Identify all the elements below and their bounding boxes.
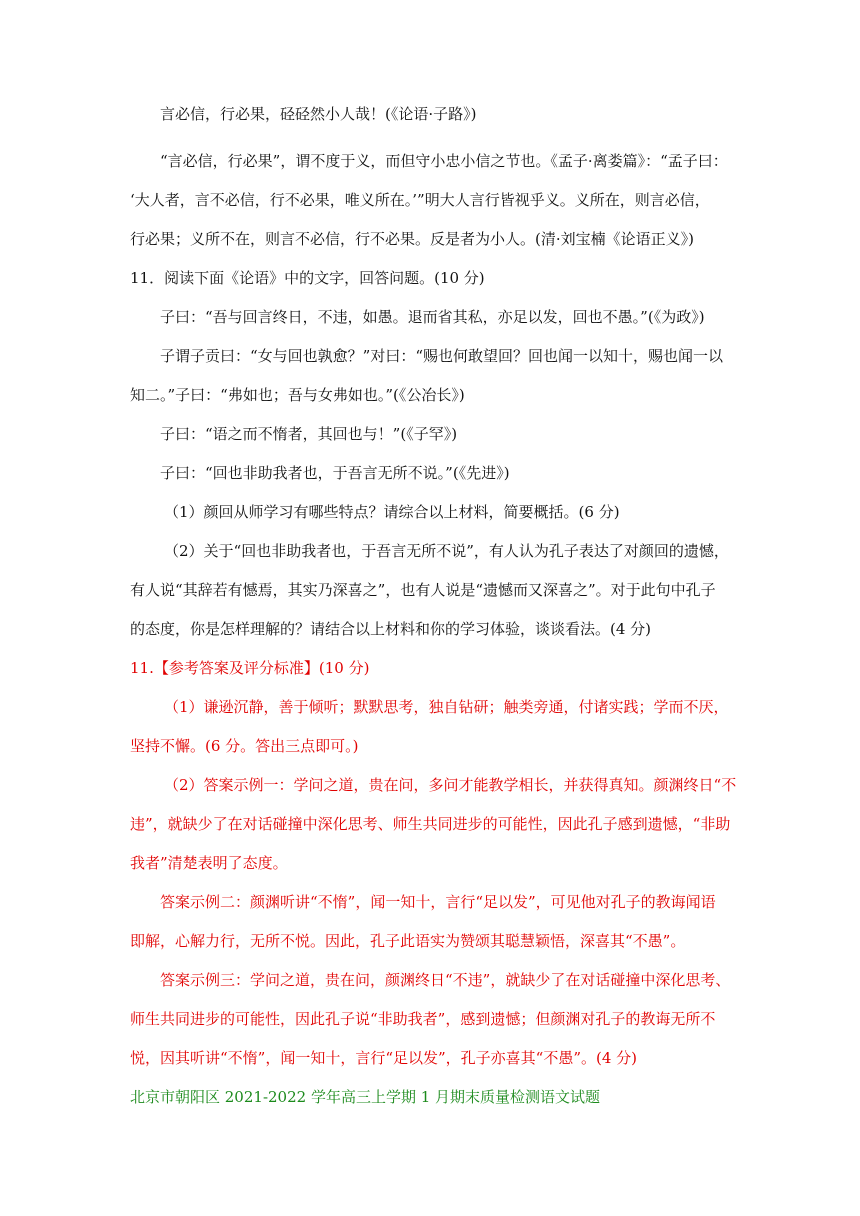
material-commentary-line: “言必信，行必果”，谓不度于义，而但守小忠小信之节也。《孟子·离娄篇》：“孟子曰： (160, 152, 728, 170)
material-commentary-line: ‘大人者，言不必信，行不必果，唯义所在。’”明大人言行皆视乎义。义所在，则言必信， (130, 191, 710, 209)
answer-heading: 【参考答案及评分标准】 (153, 659, 319, 677)
source-title: 北京市朝阳区 2021-2022 学年高三上学期 1 月期末质量检测语文试题 (130, 1088, 601, 1106)
sub-question-2-line: 的态度，你是怎样理解的？请结合以上材料和你的学习体验，谈谈看法。(4 分) (130, 620, 652, 638)
answer-number: 11. (130, 659, 154, 677)
material-quote: 言必信，行必果，硁硁然小人哉！(《论语·子路》) (160, 105, 477, 123)
sub-question-1: （1）颜回从师学习有哪些特点？请综合以上材料，简要概括。(6 分) (164, 503, 620, 521)
answer-score: (10 分) (318, 659, 370, 677)
answer-2-example3-line: 悦，因其听讲“不惰”，闻一知十，言行“足以发”，孔子亦喜其“不愚”。(4 分) (130, 1049, 638, 1067)
answer-1-line: 坚持不懈。(6 分。答出三点即可。) (130, 737, 359, 755)
sub-question-2-line: （2）关于“回也非助我者也，于吾言无所不说”，有人认为孔子表达了对颜回的遗憾， (164, 542, 729, 560)
answer-2-example1-line: 我者”清楚表明了态度。 (130, 854, 288, 872)
answer-2-example1-line: （2）答案示例一：学问之道，贵在问，多问才能教学相长，并获得真知。颜渊终日“不 (164, 776, 737, 794)
answer-header (0, 658, 369, 678)
answer-2-example2-line: 即解，心解力行，无所不悦。因此，孔子此语实为赞颂其聪慧颖悟，深喜其“不愚”。 (130, 932, 686, 950)
material-commentary-line: 行必果；义所不在，则言不必信，行不必果。反是者为小人。(清·刘宝楠《论语正义》) (130, 230, 694, 248)
question-passage: 子谓子贡曰：“女与回也孰愈？”对曰：“赐也何敢望回？回也闻一以知十，赐也闻一以 (160, 347, 724, 365)
answer-2-example3-line: 师生共同进步的可能性，因此孔子说“非助我者”，感到遗憾；但颜渊对孔子的教诲无所不 (130, 1010, 716, 1028)
question-title: 11．阅读下面《论语》中的文字，回答问题。(10 分) (130, 269, 485, 287)
answer-2-example2-line: 答案示例二：颜渊听讲“不惰”，闻一知十，言行“足以发”，可见他对孔子的教诲闻语 (160, 893, 716, 911)
sub-question-2-line: 有人说“其辞若有憾焉，其实乃深喜之”，也有人说是“遗憾而又深喜之”。对于此句中孔子 (130, 581, 716, 599)
answer-2-example3-line: 答案示例三：学问之道，贵在问，颜渊终日“不违”，就缺少了在对话碰撞中深化思考、 (160, 971, 731, 989)
answer-2-example1-line: 违”，就缺少了在对话碰撞中深化思考、师生共同进步的可能性，因此孔子感到遗憾，“非助 (130, 815, 731, 833)
answer-1-line: （1）谦逊沉静，善于倾听；默默思考，独自钻研；触类旁通，付诸实践；学而不厌， (164, 698, 729, 716)
question-passage: 子曰：“吾与回言终日，不违，如愚。退而省其私，亦足以发，回也不愚。”(《为政》) (160, 308, 705, 326)
question-passage: 子曰：“回也非助我者也，于吾言无所不说。”(《先进》) (160, 464, 510, 482)
question-passage: 知二。”子曰：“弗如也；吾与女弗如也。”(《公冶长》) (130, 386, 465, 404)
question-passage: 子曰：“语之而不惰者，其回也与！”(《子罕》) (160, 425, 458, 443)
